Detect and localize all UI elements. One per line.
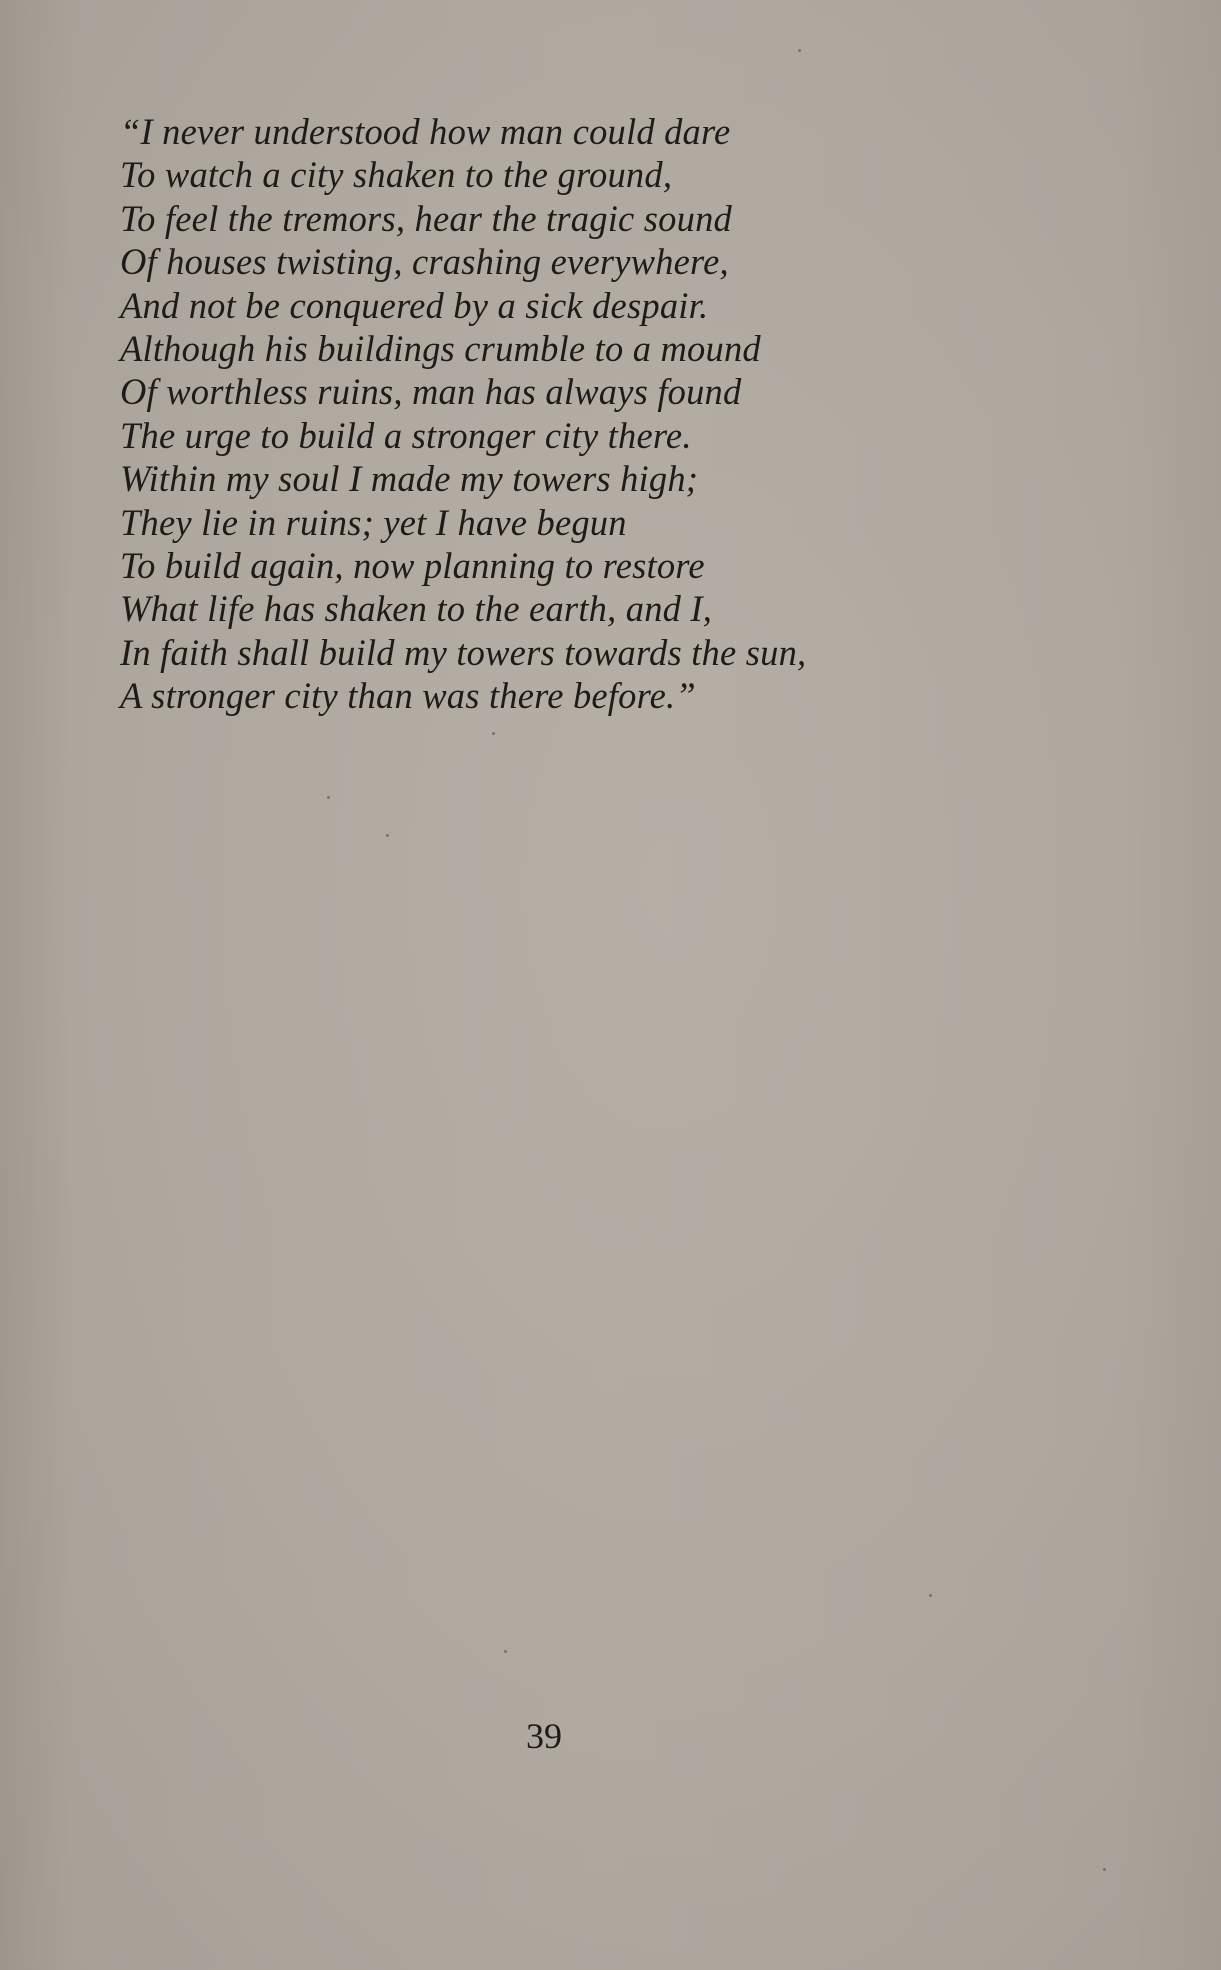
poem-line: In faith shall build my towers towards the sun,: [120, 631, 807, 673]
poem-line: Of houses twisting, crashing everywhere,: [120, 241, 729, 283]
paper-speck: [386, 834, 389, 837]
paper-speck: [492, 732, 495, 735]
poem-line: To feel the tremors, hear the tragic sound: [120, 197, 732, 239]
paper-speck: [1103, 1868, 1106, 1871]
poem-line: They lie in ruins; yet I have begun: [120, 501, 627, 543]
poem-line: Within my soul I made my towers high;: [120, 458, 699, 500]
poem-line: “I never understood how man could dare: [120, 111, 731, 152]
poem-line: To build again, now planning to restore: [120, 545, 705, 587]
poem-line: Of worthless ruins, man has always found: [120, 371, 742, 413]
poem-line: And not be conquered by a sick despair.: [120, 284, 709, 326]
poem-stanza: [120, 110, 1120, 718]
poem-line: The urge to build a stronger city there.: [120, 414, 692, 456]
page-number: 39: [526, 1716, 562, 1756]
poem-line: Although his buildings crumble to a mound: [120, 328, 761, 370]
poem-line: A stronger city than was there before.”: [120, 675, 696, 717]
paper-speck: [798, 49, 801, 52]
poem-line: To watch a city shaken to the ground,: [120, 154, 673, 196]
paper-speck: [327, 796, 330, 799]
paper-speck: [929, 1594, 932, 1597]
paper-speck: [504, 1650, 507, 1653]
poem-line: What life has shaken to the earth, and I,: [120, 588, 713, 630]
